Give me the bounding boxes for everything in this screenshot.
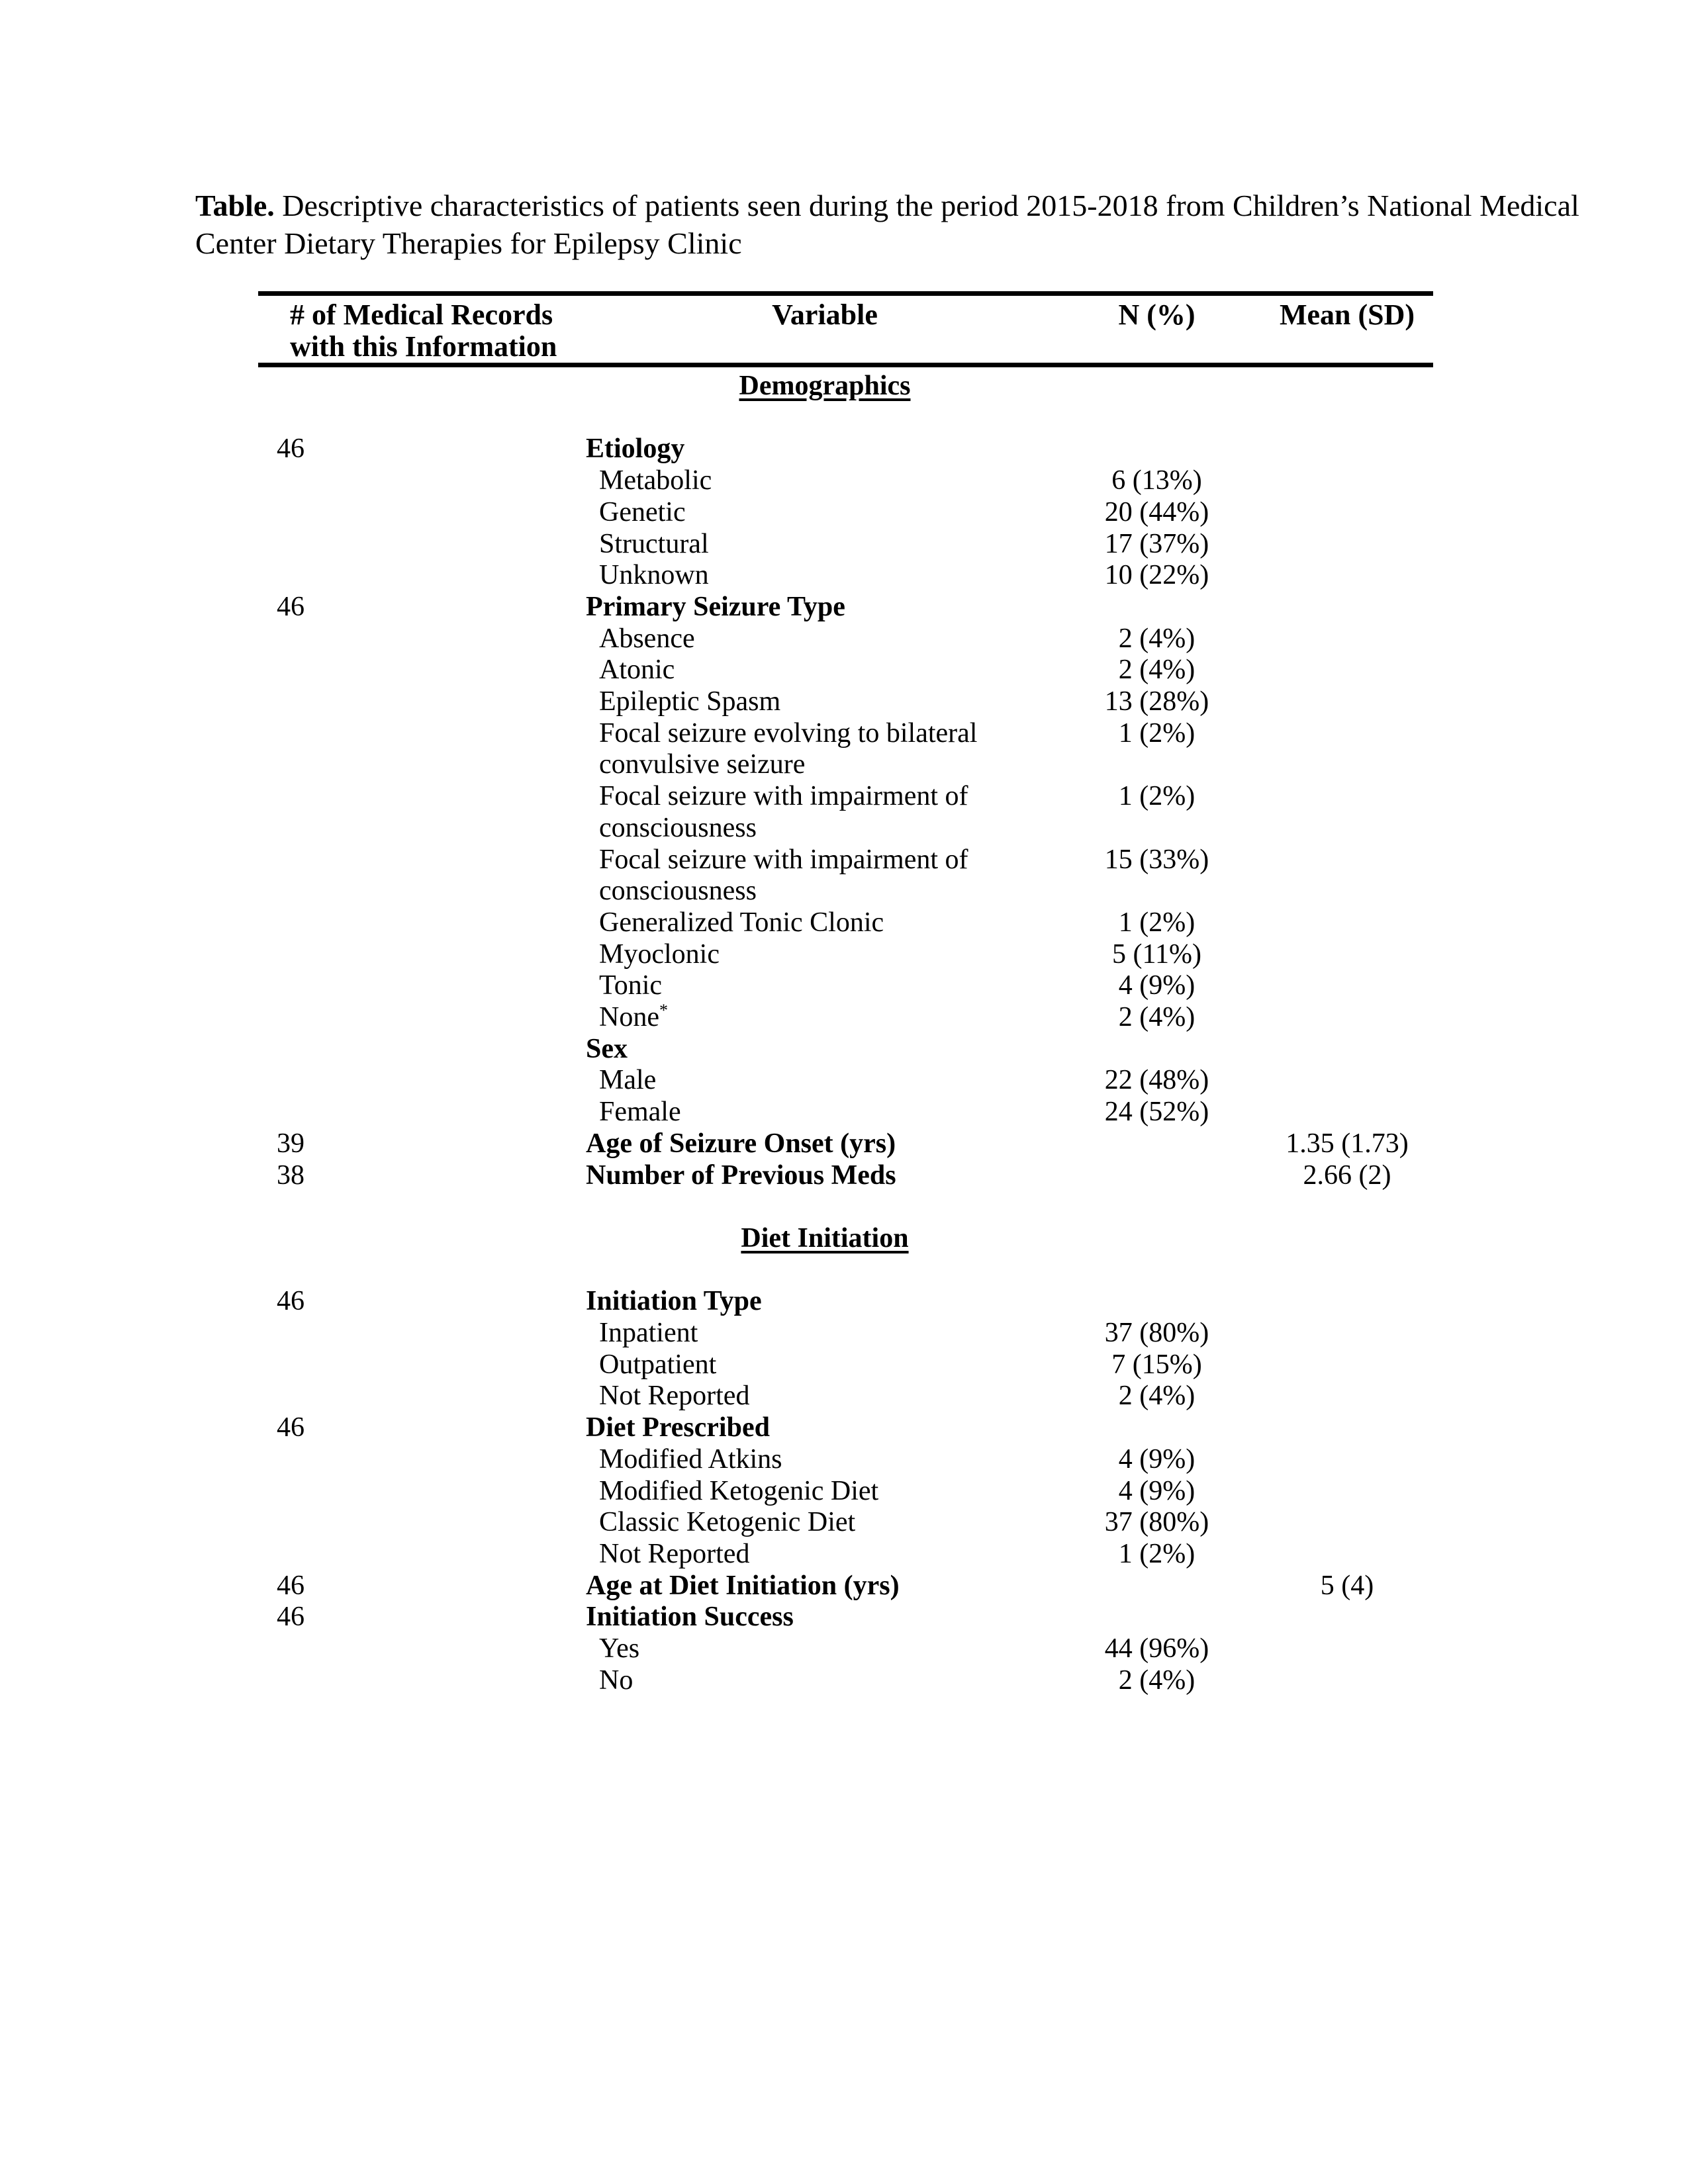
row-spacer: [258, 1255, 1433, 1287]
table-row: [258, 1570, 1433, 1602]
header-mean-sd-column: Mean (SD): [1279, 298, 1415, 331]
table-row: [258, 1002, 1433, 1034]
cell-n-percent: 2 (4%): [1118, 1381, 1196, 1412]
footnote-asterisk: *: [659, 1001, 668, 1021]
cell-mean-sd: 2.66 (2): [1303, 1160, 1391, 1191]
cell-n-percent: 20 (44%): [1104, 496, 1209, 527]
section-title: Demographics: [739, 371, 911, 401]
cell-variable: Female: [599, 1097, 681, 1128]
table-row: [258, 1602, 1433, 1633]
table-row: [258, 1349, 1433, 1381]
table-row: [258, 433, 1433, 465]
cell-variable: Structural: [599, 528, 709, 559]
header-variable-column: Variable: [772, 298, 878, 331]
cell-n-percent: 1 (2%): [1118, 781, 1196, 812]
header-n-percent-column: N (%): [1118, 298, 1196, 331]
cell-n-percent: 24 (52%): [1104, 1097, 1209, 1128]
table-row: [258, 592, 1433, 623]
table-row: [258, 970, 1433, 1002]
cell-records: 46: [277, 433, 305, 465]
cell-n-percent: 13 (28%): [1104, 686, 1209, 717]
cell-variable: Metabolic: [599, 465, 712, 496]
cell-n-percent: 37 (80%): [1104, 1507, 1209, 1538]
table-row: [258, 1034, 1433, 1066]
table-row: [258, 1318, 1433, 1349]
table-row: [258, 939, 1433, 971]
table-row: [258, 497, 1433, 529]
cell-n-percent: 4 (9%): [1118, 1443, 1196, 1475]
table-row: [258, 1097, 1433, 1128]
cell-variable: Diet Prescribed: [586, 1412, 770, 1443]
cell-variable: Absence: [599, 623, 695, 654]
cell-variable: [556, 1223, 1053, 1255]
cell-variable: No: [599, 1664, 633, 1696]
table-row: [258, 781, 1433, 844]
cell-records: 46: [277, 1602, 305, 1633]
section-title-row: [258, 1223, 1433, 1255]
cell-variable: Primary Seizure Type: [586, 591, 845, 622]
cell-records: 46: [277, 1570, 305, 1601]
cell-mean-sd: 1.35 (1.73): [1286, 1128, 1409, 1159]
cell-variable: Tonic: [599, 970, 663, 1001]
row-spacer: [258, 1191, 1433, 1223]
table-row: [258, 1633, 1433, 1665]
table-row: [258, 1444, 1433, 1476]
cell-variable: Focal seizure with impairment of consciousness: [599, 844, 968, 907]
cell-variable: Generalized Tonic Clonic: [599, 907, 884, 938]
cell-n-percent: 15 (33%): [1104, 844, 1209, 875]
cell-variable: Atonic: [599, 655, 675, 686]
cell-n-percent: 2 (4%): [1118, 1664, 1196, 1696]
table-rule-header-bottom: [258, 363, 1433, 367]
cell-n-percent: 37 (80%): [1104, 1318, 1209, 1349]
cell-records: 38: [277, 1160, 305, 1191]
table-row: [258, 1128, 1433, 1160]
section-title: Diet Initiation: [741, 1222, 909, 1253]
table-row: [258, 465, 1433, 497]
cell-n-percent: 5 (11%): [1112, 938, 1201, 970]
table-row: [258, 1065, 1433, 1097]
table-row: [258, 1539, 1433, 1570]
table-body: [258, 371, 1433, 1696]
table-row: [258, 623, 1433, 655]
cell-variable: Etiology: [586, 433, 685, 465]
cell-variable: Age at Diet Initiation (yrs): [586, 1570, 900, 1601]
cell-mean-sd: 5 (4): [1320, 1570, 1374, 1601]
cell-variable: Initiation Type: [586, 1286, 762, 1317]
cell-n-percent: 6 (13%): [1111, 465, 1202, 496]
cell-records: 46: [277, 1286, 305, 1317]
cell-variable: Inpatient: [599, 1318, 698, 1349]
cell-variable: Outpatient: [599, 1349, 717, 1380]
cell-n-percent: 1 (2%): [1118, 1538, 1196, 1569]
cell-variable: Epileptic Spasm: [599, 686, 781, 717]
cell-n-percent: 44 (96%): [1104, 1633, 1209, 1664]
cell-variable: Age of Seizure Onset (yrs): [586, 1128, 896, 1159]
table-row: [258, 1286, 1433, 1318]
table-row: [258, 529, 1433, 561]
cell-n-percent: 2 (4%): [1118, 1002, 1196, 1033]
cell-variable: Yes: [599, 1633, 640, 1664]
table-row: [258, 686, 1433, 718]
cell-variable: Genetic: [599, 496, 686, 527]
cell-variable: Modified Atkins: [599, 1443, 782, 1475]
cell-n-percent: 2 (4%): [1118, 623, 1196, 654]
row-spacer: [258, 402, 1433, 434]
cell-variable: Initiation Success: [586, 1602, 794, 1633]
cell-variable: Classic Ketogenic Diet: [599, 1507, 856, 1538]
section-title-row: [258, 371, 1433, 402]
cell-n-percent: 1 (2%): [1118, 717, 1196, 749]
cell-variable: Unknown: [599, 560, 709, 591]
table-row: [258, 1412, 1433, 1444]
table-row: [258, 1476, 1433, 1508]
cell-n-percent: 4 (9%): [1118, 1475, 1196, 1506]
table-row: [258, 718, 1433, 781]
cell-variable: [556, 371, 1053, 402]
table-row: [258, 907, 1433, 939]
cell-records: 46: [277, 1412, 305, 1443]
table-row: [258, 560, 1433, 592]
cell-variable: Not Reported: [599, 1538, 750, 1569]
table-row: [258, 1665, 1433, 1697]
cell-n-percent: 10 (22%): [1104, 560, 1209, 591]
caption-text: Descriptive characteristics of patients seen during the period 2015-2018 from Children’s National Medical Center Dietary Therapies for Epilepsy Clinic: [195, 189, 1579, 260]
cell-n-percent: 1 (2%): [1118, 907, 1196, 938]
cell-variable: Sex: [586, 1033, 628, 1064]
cell-variable: Myoclonic: [599, 938, 720, 970]
cell-n-percent: 2 (4%): [1118, 655, 1196, 686]
cell-n-percent: 17 (37%): [1104, 528, 1209, 559]
cell-n-percent: 7 (15%): [1111, 1349, 1202, 1380]
cell-records: 46: [277, 591, 305, 622]
table-row: [258, 655, 1433, 686]
table-rule-top: [258, 291, 1433, 296]
cell-n-percent: 4 (9%): [1118, 970, 1196, 1001]
table-caption: [195, 187, 1579, 262]
cell-variable: Male: [599, 1065, 657, 1096]
table-header-row: [258, 299, 1433, 363]
cell-variable: None*: [599, 1001, 668, 1033]
table-row: [258, 1160, 1433, 1192]
table-row: [258, 844, 1433, 907]
table-row: [258, 1507, 1433, 1539]
caption-label: Table.: [195, 189, 275, 222]
cell-variable: Focal seizure with impairment of consciousness: [599, 781, 968, 843]
header-records-column: # of Medical Records with this Information: [290, 298, 557, 363]
table-row: [258, 1381, 1433, 1412]
cell-variable: Not Reported: [599, 1381, 750, 1412]
cell-variable: Focal seizure evolving to bilateral convulsive seizure: [599, 717, 978, 780]
cell-variable: Modified Ketogenic Diet: [599, 1475, 879, 1506]
cell-n-percent: 22 (48%): [1104, 1065, 1209, 1096]
cell-variable: Number of Previous Meds: [586, 1160, 896, 1191]
cell-records: 39: [277, 1128, 305, 1159]
